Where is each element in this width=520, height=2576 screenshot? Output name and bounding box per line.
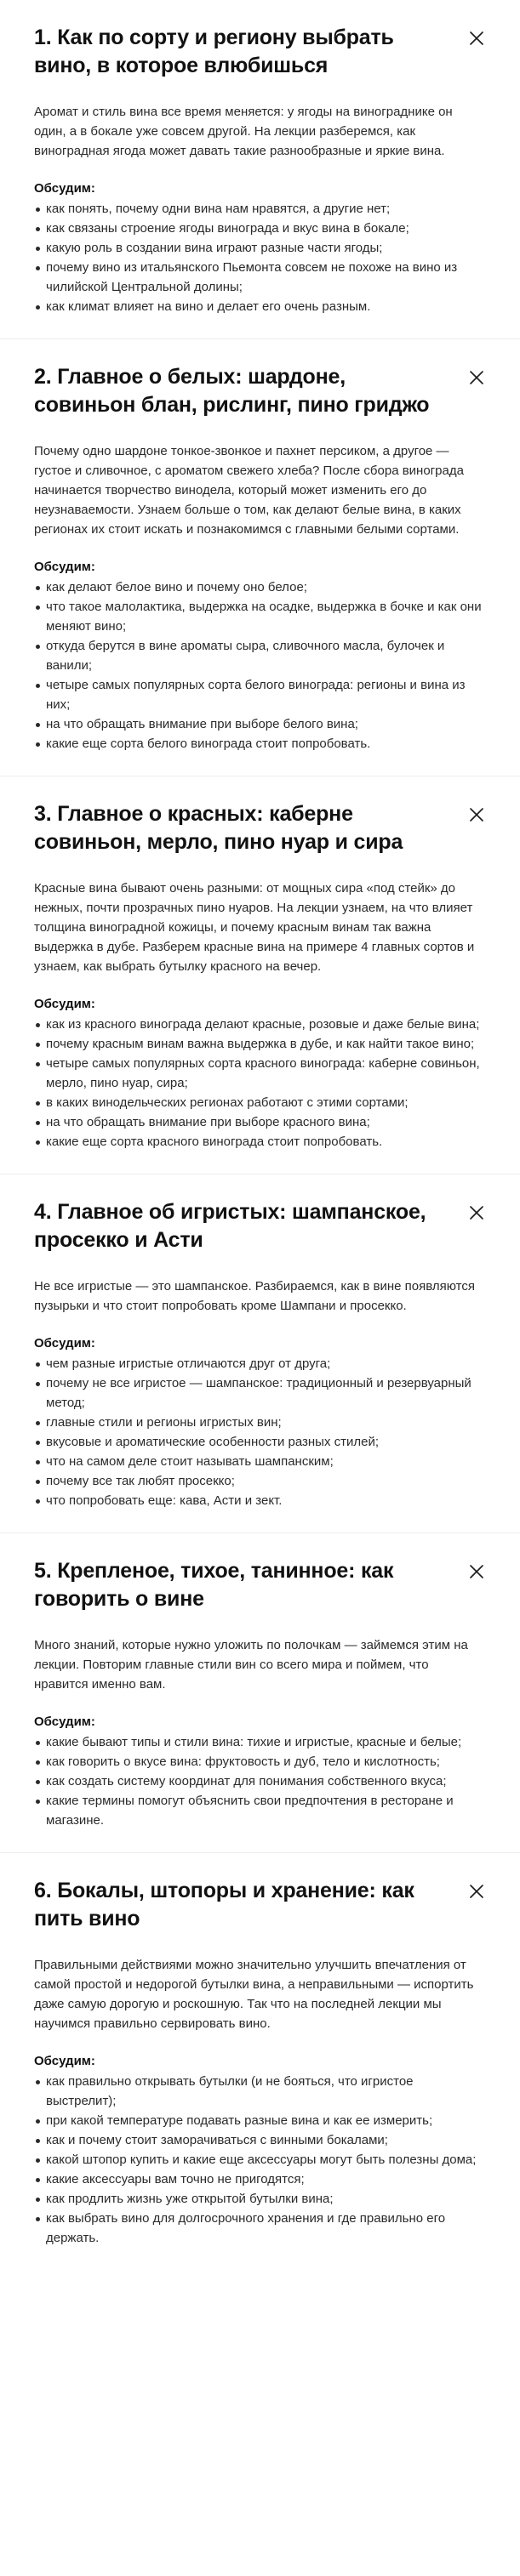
module-title: 5. Крепленое, тихое, танинное: как говорить о вине bbox=[34, 1559, 394, 1611]
discussion-item: в каких винодельческих регионах работают с этими сортами; bbox=[34, 1093, 486, 1112]
discuss-label: Обсудим: bbox=[34, 2054, 95, 2068]
discussion-item: главные стили и регионы игристых вин; bbox=[34, 1413, 486, 1432]
module-header bbox=[34, 363, 486, 419]
close-icon bbox=[470, 1206, 483, 1220]
close-icon bbox=[470, 808, 483, 822]
discussion-item: как и почему стоит заморачиваться с винными бокалами; bbox=[34, 2130, 486, 2150]
module-description: Не все игристые — это шампанское. Разбираемся, как в вине появляются пузырьки и что стоит попробовать кроме Шампани и просекко. bbox=[34, 1279, 476, 1313]
module-header bbox=[34, 800, 486, 856]
module-card bbox=[0, 1533, 520, 1853]
module-card bbox=[0, 1853, 520, 2270]
module-description: Почему одно шардоне тонкое-звонкое и пахнет персиком, а другое — густое и сливочное, с ароматом свежего хлеба? После сбора винограда начинается творчество винодела, который может изменить его до неузнаваемости. Узнаем больше о том, как делают белые вина, в каких регионах их стоит искать и познакомимся с главными белыми сортами. bbox=[34, 444, 464, 537]
discussion-item: четыре самых популярных сорта красного винограда: каберне совиньон, мерло, пино нуар, сира; bbox=[34, 1054, 486, 1093]
collapse-button[interactable] bbox=[467, 1562, 486, 1581]
discussion-item: какие еще сорта белого винограда стоит попробовать. bbox=[34, 734, 486, 753]
discussion-item: какие бывают типы и стили вина: тихие и игристые, красные и белые; bbox=[34, 1732, 486, 1752]
module-title: 6. Бокалы, штопоры и хранение: как пить вино bbox=[34, 1879, 414, 1931]
discussion-item: как продлить жизнь уже открытой бутылки вина; bbox=[34, 2189, 486, 2209]
close-icon bbox=[470, 371, 483, 384]
discuss-label: Обсудим: bbox=[34, 1714, 95, 1729]
discussion-item: почему красным винам важна выдержка в дубе, и как найти такое вино; bbox=[34, 1034, 486, 1054]
collapse-button[interactable] bbox=[467, 368, 486, 387]
discussion-item: чем разные игристые отличаются друг от друга; bbox=[34, 1354, 486, 1373]
discussion-item: как создать систему координат для понимания собственного вкуса; bbox=[34, 1771, 486, 1791]
discussion-item: на что обращать внимание при выборе красного вина; bbox=[34, 1112, 486, 1132]
module-description: Красные вина бывают очень разными: от мощных сира «под стейк» до нежных, почти прозрачных пино нуаров. На лекции узнаем, на что влияет толщина виноградной кожицы, и почему красным винам так важна выдержка в дубе. Разберем красные вина на примере 4 главных сортов и узнаем, как выбрать бутылку красного на вечер. bbox=[34, 881, 475, 974]
discussion-item: как климат влияет на вино и делает его очень разным. bbox=[34, 297, 486, 316]
discussion-item: какой штопор купить и какие еще аксессуары могут быть полезны дома; bbox=[34, 2150, 486, 2169]
discussion-item: как правильно открывать бутылки (и не бояться, что игристое выстрелит); bbox=[34, 2072, 486, 2111]
discussion-list bbox=[34, 1354, 486, 1510]
discussion-item: вкусовые и ароматические особенности разных стилей; bbox=[34, 1432, 486, 1452]
discussion-item: как делают белое вино и почему оно белое; bbox=[34, 577, 486, 597]
module-title: 2. Главное о белых: шардоне, совиньон блан, рислинг, пино гриджо bbox=[34, 365, 430, 417]
module-card bbox=[0, 339, 520, 776]
module-header bbox=[34, 1198, 486, 1254]
module-description: Много знаний, которые нужно уложить по полочкам — займемся этим на лекции. Повторим главные стили вин со всего мира и поймем, что нравится именно вам. bbox=[34, 1638, 468, 1692]
collapse-button[interactable] bbox=[467, 1203, 486, 1222]
module-header bbox=[34, 1557, 486, 1613]
discussion-item: как выбрать вино для долгосрочного хранения и где правильно его держать. bbox=[34, 2209, 486, 2248]
collapse-button[interactable] bbox=[467, 1882, 486, 1901]
discuss-label: Обсудим: bbox=[34, 1336, 95, 1351]
discussion-item: что на самом деле стоит называть шампанским; bbox=[34, 1452, 486, 1471]
discussion-item: что такое малолактика, выдержка на осадке, выдержка в бочке и как они меняют вино; bbox=[34, 597, 486, 636]
discussion-item: как связаны строение ягоды винограда и вкус вина в бокале; bbox=[34, 219, 486, 238]
collapse-button[interactable] bbox=[467, 805, 486, 824]
close-icon bbox=[470, 1565, 483, 1578]
discussion-list bbox=[34, 2072, 486, 2248]
discussion-item: какие термины помогут объяснить свои предпочтения в ресторане и магазине. bbox=[34, 1791, 486, 1830]
discussion-item: что попробовать еще: кава, Асти и зект. bbox=[34, 1491, 486, 1510]
module-header bbox=[34, 24, 486, 80]
discussion-item: почему не все игристое — шампанское: традиционный и резервуарный метод; bbox=[34, 1373, 486, 1413]
discussion-item: какие еще сорта красного винограда стоит попробовать. bbox=[34, 1132, 486, 1152]
discussion-item: откуда берутся в вине ароматы сыра, сливочного масла, булочек и ванили; bbox=[34, 636, 486, 675]
module-header bbox=[34, 1877, 486, 1933]
discussion-list bbox=[34, 1732, 486, 1830]
discuss-label: Обсудим: bbox=[34, 560, 95, 574]
discussion-item: какие аксессуары вам точно не пригодятся; bbox=[34, 2169, 486, 2189]
discussion-item: почему вино из итальянского Пьемонта совсем не похоже на вино из чилийской Центральной долины; bbox=[34, 258, 486, 297]
module-card bbox=[0, 0, 520, 339]
discussion-item: как говорить о вкусе вина: фруктовость и дуб, тело и кислотность; bbox=[34, 1752, 486, 1771]
discussion-item: как понять, почему одни вина нам нравятся, а другие нет; bbox=[34, 199, 486, 219]
module-description: Аромат и стиль вина все время меняется: у ягоды на винограднике он один, а в бокале уже совсем другой. На лекции разберемся, как виноградная ягода может давать такие разнообразные и яркие вина. bbox=[34, 105, 453, 158]
discuss-label: Обсудим: bbox=[34, 181, 95, 196]
collapse-button[interactable] bbox=[467, 29, 486, 48]
module-title: 3. Главное о красных: каберне совиньон, мерло, пино нуар и сира bbox=[34, 802, 403, 854]
close-icon bbox=[470, 1885, 483, 1898]
discussion-item: почему все так любят просекко; bbox=[34, 1471, 486, 1491]
discuss-label: Обсудим: bbox=[34, 997, 95, 1011]
module-card bbox=[0, 1174, 520, 1533]
discussion-item: какую роль в создании вина играют разные части ягоды; bbox=[34, 238, 486, 258]
module-title: 1. Как по сорту и региону выбрать вино, в которое влюбишься bbox=[34, 26, 394, 77]
discussion-item: как из красного винограда делают красные, розовые и даже белые вина; bbox=[34, 1015, 486, 1034]
discussion-item: четыре самых популярных сорта белого винограда: регионы и вина из них; bbox=[34, 675, 486, 714]
discussion-list bbox=[34, 199, 486, 316]
module-card bbox=[0, 776, 520, 1174]
close-icon bbox=[470, 31, 483, 45]
discussion-item: при какой температуре подавать разные вина и как ее измерить; bbox=[34, 2111, 486, 2130]
module-title: 4. Главное об игристых: шампанское, просекко и Асти bbox=[34, 1200, 426, 1252]
discussion-item: на что обращать внимание при выборе белого вина; bbox=[34, 714, 486, 734]
discussion-list bbox=[34, 1015, 486, 1152]
module-description: Правильными действиями можно значительно улучшить впечатления от самой простой и недорогой бутылки вина, а неправильными — испортить даже самую дорогую и роскошную. Так что на последней лекции мы научимся правильно сервировать вино. bbox=[34, 1958, 474, 2031]
discussion-list bbox=[34, 577, 486, 753]
